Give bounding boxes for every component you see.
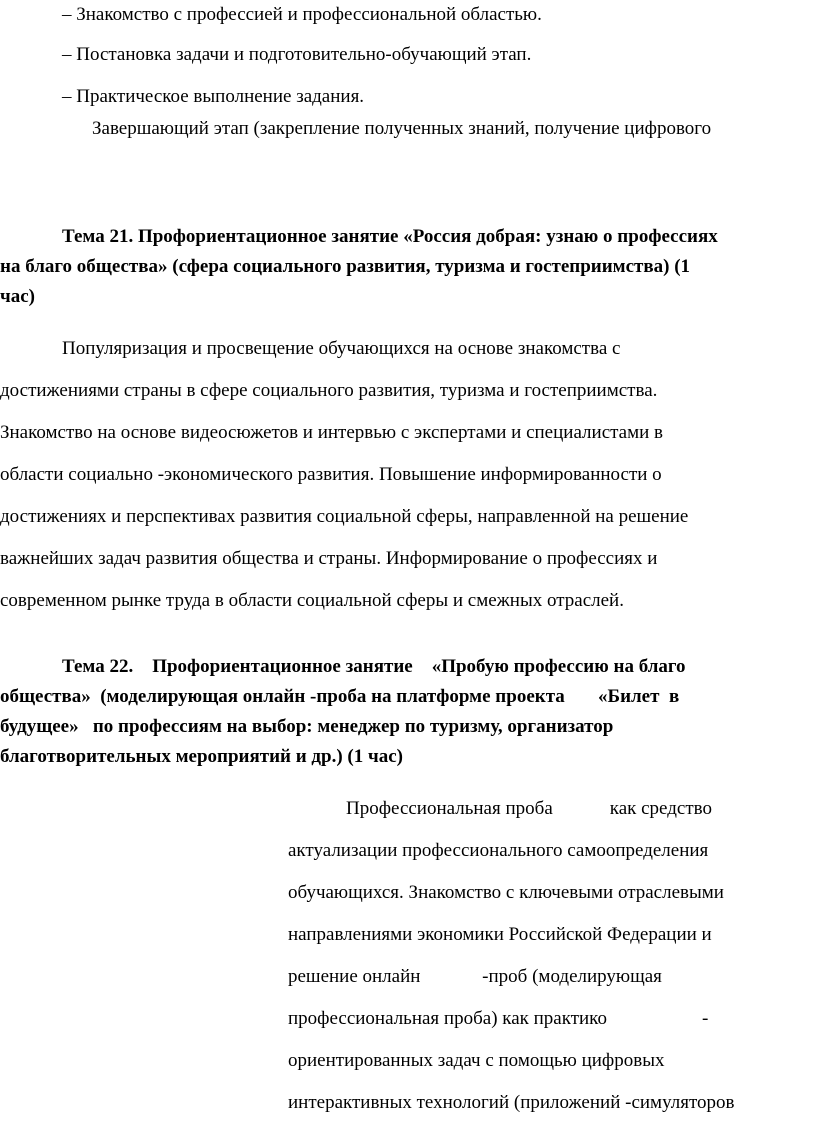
topic22-paragraph: направлениями экономики Российской Федерации и	[288, 924, 712, 945]
topic21-paragraph: Популяризация и просвещение обучающихся на основе знакомства с	[62, 338, 621, 359]
topic22-paragraph: Профессиональная проба как средство	[346, 798, 712, 819]
list-item: – Практическое выполнение задания.	[62, 86, 365, 107]
topic22-paragraph: профессиональная проба) как практико -	[288, 1008, 709, 1029]
topic21-heading: на благо общества» (сфера социального развития, туризма и гостеприимства) (1	[0, 256, 691, 277]
topic22-paragraph: обучающихся. Знакомство с ключевыми отраслевыми	[288, 882, 724, 903]
list-item: – Постановка задачи и подготовительно-обучающий этап.	[62, 44, 532, 65]
final-stage-text: Завершающий этап (закрепление полученных знаний, получение цифрового	[92, 118, 712, 139]
topic21-paragraph: достижениями страны в сфере социального развития, туризма и гостеприимства.	[0, 380, 658, 401]
topic21-heading: час)	[0, 286, 35, 307]
topic21-paragraph: области социально -экономического развития. Повышение информированности о	[0, 464, 662, 485]
topic22-heading: будущее» по профессиям на выбор: менеджер по туризму, организатор	[0, 716, 614, 737]
topic21-paragraph: достижениях и перспективах развития социальной сферы, направленной на решение	[0, 506, 689, 527]
topic21-paragraph: современном рынке труда в области социальной сферы и смежных отраслей.	[0, 590, 624, 611]
topic22-heading: общества» (моделирующая онлайн -проба на платформе проекта «Билет в	[0, 686, 680, 707]
topic22-heading: Тема 22. Профориентационное занятие «Пробую профессию на благо	[62, 656, 686, 677]
topic22-paragraph: интерактивных технологий (приложений -симуляторов	[288, 1092, 735, 1113]
list-item: – Знакомство с профессией и профессиональной областью.	[62, 4, 542, 25]
topic22-paragraph: актуализации профессионального самоопределения	[288, 840, 709, 861]
topic21-paragraph: важнейших задач развития общества и страны. Информирование о профессиях и	[0, 548, 658, 569]
topic22-paragraph: ориентированных задач с помощью цифровых	[288, 1050, 665, 1071]
topic22-paragraph: решение онлайн -проб (моделирующая	[288, 966, 662, 987]
topic21-heading: Тема 21. Профориентационное занятие «Россия добрая: узнаю о профессиях	[62, 226, 718, 247]
topic21-paragraph: Знакомство на основе видеосюжетов и интервью с экспертами и специалистами в	[0, 422, 664, 443]
topic22-heading: благотворительных мероприятий и др.) (1 час)	[0, 746, 403, 767]
